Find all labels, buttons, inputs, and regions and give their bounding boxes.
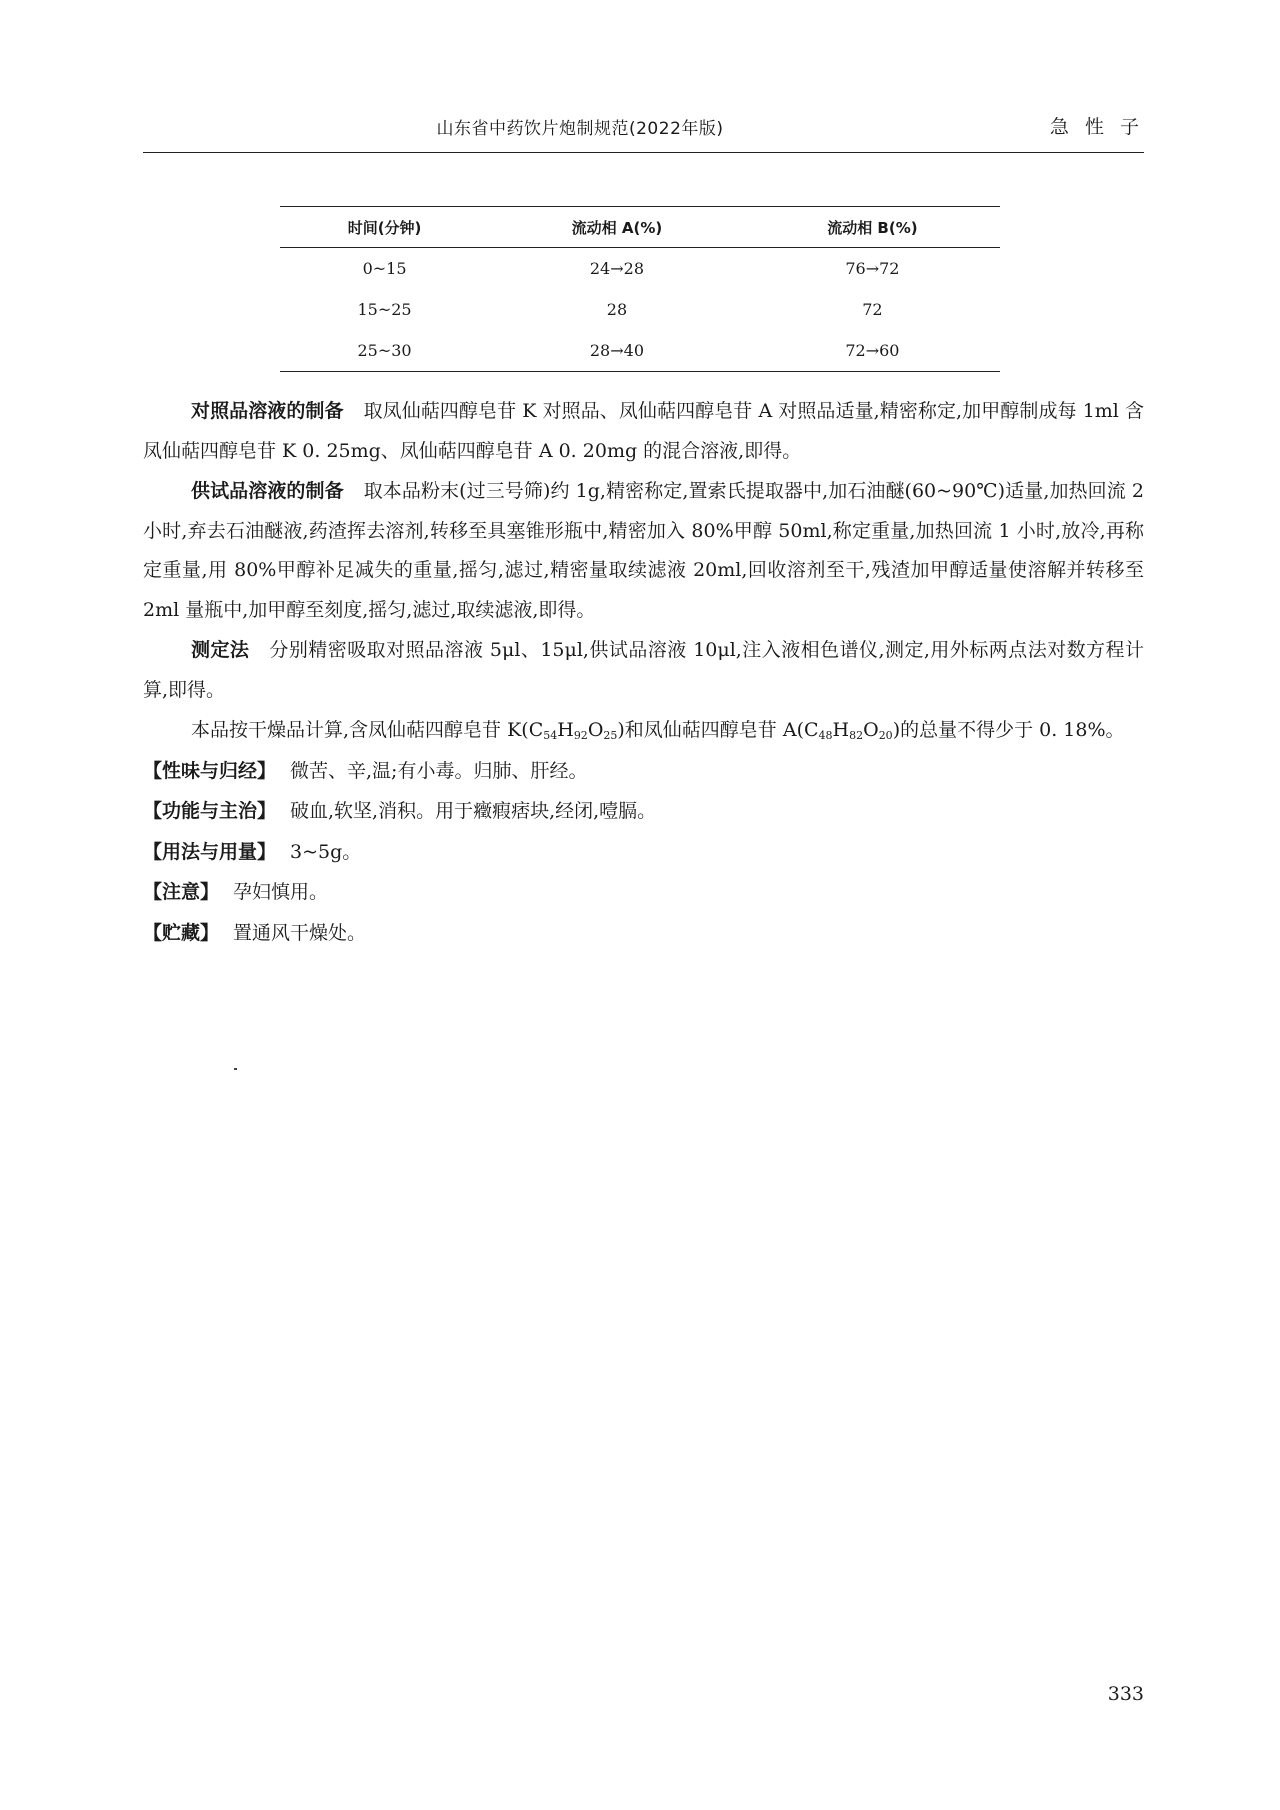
property-item-storage — [143, 914, 1144, 954]
table-cell: 0~15 — [362, 259, 407, 278]
running-header-book-title: 山东省中药饮片炮制规范(2022年版) — [436, 119, 724, 139]
column-header-phase-b: 流动相 B(%) — [745, 207, 1000, 248]
table-cell: 28 — [606, 300, 628, 319]
test-solution-text: 取本品粉末(过三号筛)约 1g,精密称定,置索氏提取器中,加石油醚(60~90℃)适量,加热回流 2 小时,弃去石油醚液,药渣挥去溶剂,转移至具塞锥形瓶中,精密加入 80%甲醇 50ml,称定重量,加热回流 1 小时,放冷,再称定重量,用 80%甲醇补足减失的重量,摇匀,滤过,精密量取续滤液 20ml,回收溶剂至干,残渣加甲醇适量使溶解并转移至 2ml 量瓶中,加甲醇至刻度,摇匀,滤过,取续滤液,即得。 — [143, 480, 1144, 621]
table-cell: 72→60 — [745, 330, 1000, 372]
body-text — [143, 392, 1144, 954]
table-header-row — [280, 207, 1000, 248]
running-header-entry-name: 急 性 子 — [1049, 116, 1144, 138]
table-cell: 25~30 — [280, 330, 489, 372]
assay-text: 分别精密吸取对照品溶液 5μl、15μl,供试品溶液 10μl,注入液相色谱仪,测定,用外标两点法对数方程计算,即得。 — [143, 639, 1144, 701]
column-header-time: 时间(分钟) — [280, 207, 489, 248]
header-rule — [143, 152, 1144, 153]
reference-solution-paragraph — [143, 392, 1144, 471]
table-cell: 76→72 — [845, 259, 900, 278]
property-label: 【用法与用量】 — [143, 840, 277, 863]
reference-solution-heading: 对照品溶液的制备 — [191, 400, 344, 422]
table-row — [280, 330, 1000, 372]
content-limit-text-3: )的总量不得少于 0. 18%。 — [892, 719, 1125, 741]
table-cell: 15~25 — [357, 300, 412, 319]
table-cell: 72 — [862, 300, 883, 319]
table-cell: 28→40 — [489, 330, 745, 372]
reference-solution-text: 取凤仙萜四醇皂苷 K 对照品、凤仙萜四醇皂苷 A 对照品适量,精密称定,加甲醇制成每 1ml 含凤仙萜四醇皂苷 K 0. 25mg、凤仙萜四醇皂苷 A 0. 20mg 的混合溶液,即得。 — [143, 400, 1144, 462]
stray-mark — [234, 1068, 237, 1070]
table-row — [280, 248, 1000, 290]
property-item-nature — [143, 752, 1144, 792]
formula-k: $C_{54}H_{92}O_{25}$ — [528, 719, 618, 742]
property-text: 3~5g。 — [290, 840, 362, 863]
property-label: 【注意】 — [143, 881, 220, 903]
test-solution-heading: 供试品溶液的制备 — [191, 480, 344, 502]
property-label: 【性味与归经】 — [143, 759, 277, 782]
assay-paragraph — [143, 631, 1144, 710]
property-text: 孕妇慎用。 — [233, 881, 329, 903]
property-item-dosage — [143, 833, 1144, 873]
table-cell: 24→28 — [589, 259, 644, 278]
property-item-function — [143, 792, 1144, 832]
assay-heading: 测定法 — [191, 639, 250, 661]
property-text: 微苦、辛,温;有小毒。归肺、肝经。 — [290, 759, 588, 782]
table-row — [280, 289, 1000, 330]
page-number: 333 — [1107, 1683, 1144, 1705]
formula-a: $C_{48}H_{82}O_{20}$ — [803, 719, 893, 742]
content-limit-text-1: 本品按干燥品计算,含凤仙萜四醇皂苷 K( — [191, 719, 529, 741]
property-text: 置通风干燥处。 — [233, 921, 367, 944]
content-limit-text-2: )和凤仙萜四醇皂苷 A( — [617, 719, 804, 741]
property-text: 破血,软坚,消积。用于癥瘕痞块,经闭,噎膈。 — [290, 800, 657, 822]
test-solution-paragraph — [143, 472, 1144, 630]
content-limit-paragraph — [143, 711, 1144, 751]
column-header-phase-a: 流动相 A(%) — [489, 207, 745, 248]
gradient-table — [280, 206, 1000, 372]
property-label: 【贮藏】 — [143, 921, 220, 944]
property-item-caution — [143, 873, 1144, 913]
property-label: 【功能与主治】 — [143, 800, 277, 822]
